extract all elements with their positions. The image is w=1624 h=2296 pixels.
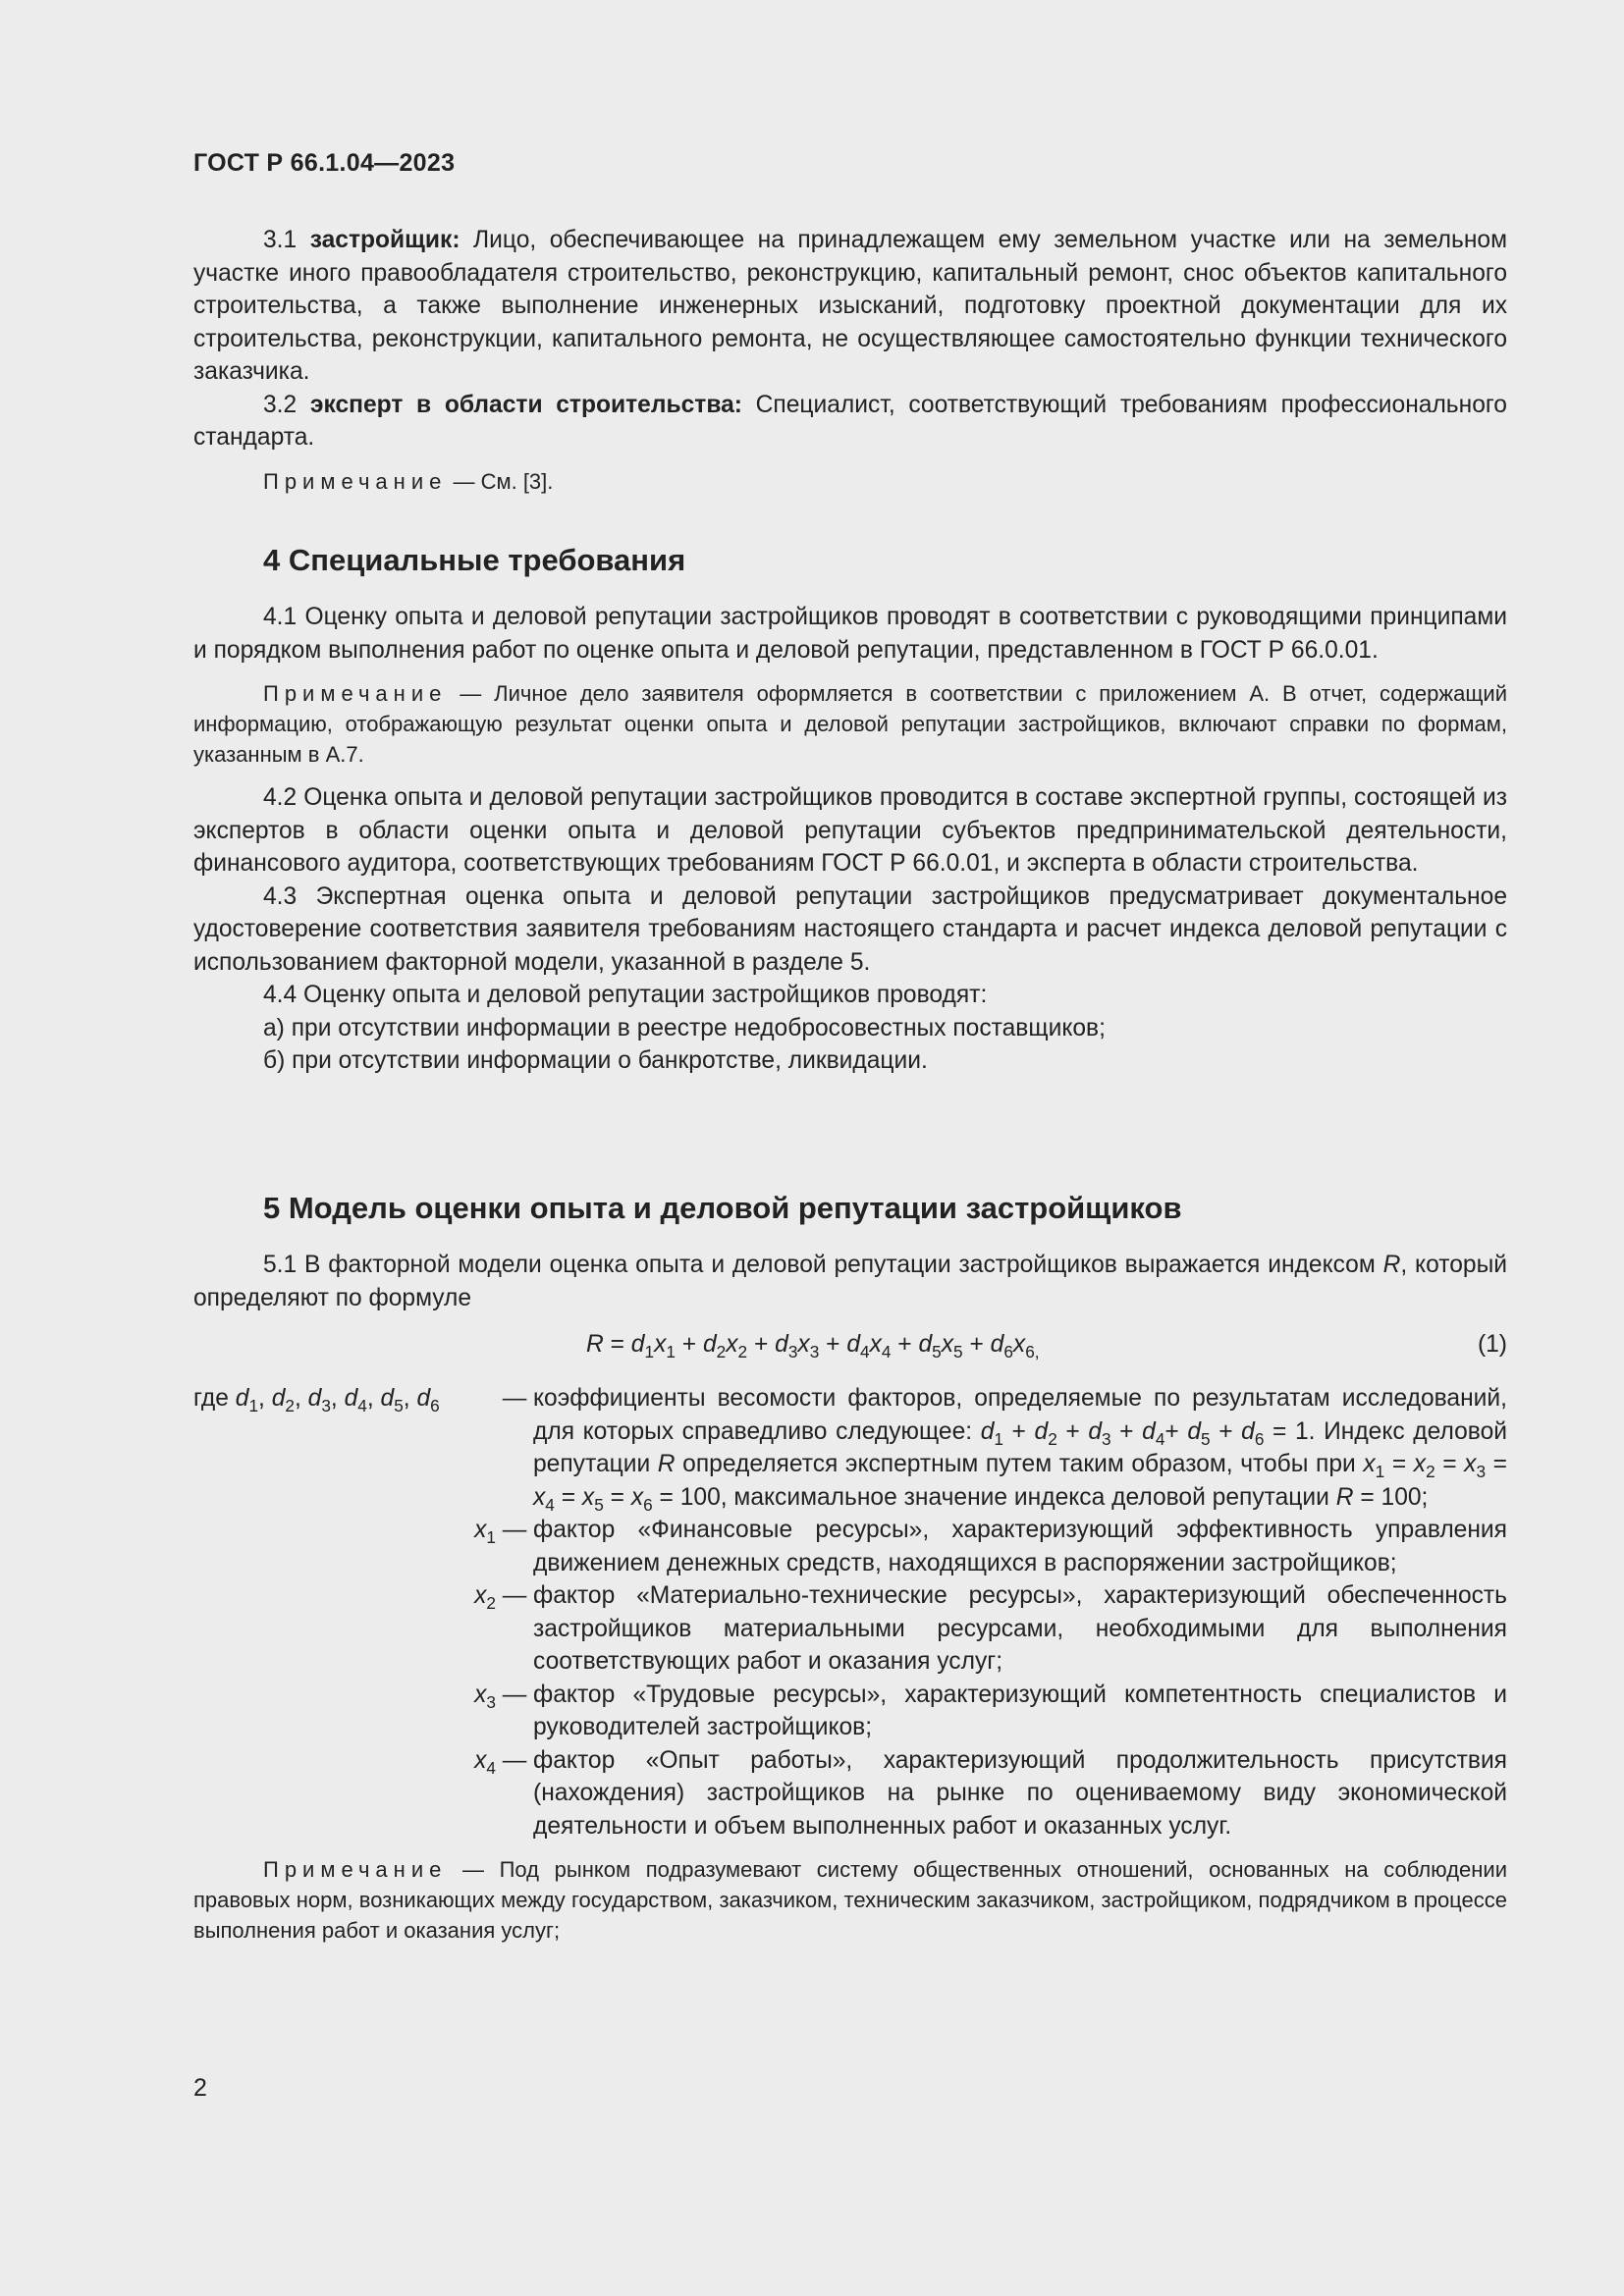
section-5-intro [193, 1249, 1507, 1314]
term-x3: $x_3$ [474, 1681, 496, 1712]
paragraph-5-1: 5.1 В факторной модели оценка опыта и деловой репутации застройщиков выражается индексом R, который определяют по формуле [193, 1252, 1507, 1311]
formula-number: (1) [1477, 1331, 1507, 1358]
definition-x2: $x_2$ — фактор «Материально-технические ресурсы», характеризующий обеспеченность застройщиков материальными ресурсами, необходимыми для выполнения соответствующих работ и оказания услуг; [193, 1579, 1507, 1679]
definition-3-2: 3.2 эксперт в области строительства: Специалист, соответствующий требованиям профессионального стандарта. [193, 391, 1507, 451]
paragraph-4-4: 4.4 Оценку опыта и деловой репутации застройщиков проводят: [263, 982, 988, 1008]
term-x4: $x_4$ [474, 1746, 496, 1778]
section-5-heading: 5 Модель оценки опыта и деловой репутации застройщиков [263, 1191, 1182, 1225]
list-item-a: а) при отсутствии информации в реестре недобросовестных поставщиков; [263, 1014, 1106, 1041]
definition-d: где $d_1$, $d_2$, $d_3$, $d_4$, $d_5$, $d_6$ — коэффициенты весомости факторов, определяемые по результатам исследований, для которых справедливо следующее: $d_1 + d_2 + d_3 + d_4+ d_5 + d_6 = 1$. Индекс деловой репутации R определяется экспертным путем таким образом, чтобы при $x_1 = x_2 = x_3 = x_4 = x_5 = x_6 = 100$, максимальное значение индекса деловой репутации R = 100; [193, 1382, 1507, 1514]
term-x2: $x_2$ [474, 1582, 496, 1614]
formula-expression: $R = d_1x_1 + d_2x_2 + d_3x_3 + d_4x_4 + d_5x_5 + d_6x_{6,}$ [586, 1331, 1040, 1362]
variable-definitions [193, 1382, 1507, 1946]
note-4: Примечание — Личное дело заявителя оформляется в соответствии с приложением А. В отчет, содержащий информацию, отображающую результат оценки опыта и деловой репутации застройщиков, включают справки по формам, указанным в А.7. [193, 681, 1507, 767]
term-d: где $d_1$, $d_2$, $d_3$, $d_4$, $d_5$, $d_6$ [193, 1385, 440, 1416]
paragraph-4-1: 4.1 Оценку опыта и деловой репутации застройщиков проводят в соответствии с руководящими принципами и порядком выполнения работ по оценке опыта и деловой репутации, представленном в ГОСТ Р 66.0.01. [193, 604, 1507, 664]
term-x1: $x_1$ [474, 1517, 496, 1548]
note-3: Примечание — См. [3]. [263, 468, 554, 494]
paragraph-4-2: 4.2 Оценка опыта и деловой репутации застройщиков проводится в составе экспертной группы, состоящей из экспертов в области оценки опыта и деловой репутации субъектов предпринимательской деятельности, финансового аудитора, соответствующих требованиям ГОСТ Р 66.0.01, и эксперта в области строительства. [193, 784, 1507, 877]
section-3-block [193, 224, 1507, 497]
definition-x3: $x_3$ — фактор «Трудовые ресурсы», характеризующий компетентность специалистов и руководителей застройщиков; [193, 1679, 1507, 1744]
document-header: ГОСТ Р 66.1.04—2023 [193, 149, 456, 177]
section-4-block [193, 601, 1507, 1078]
list-item-b: б) при отсутствии информации о банкротстве, ликвидации. [263, 1047, 928, 1074]
page-number: 2 [193, 2074, 207, 2102]
definition-x1: $x_1$ — фактор «Финансовые ресурсы», характеризующий эффективность управления движением денежных средств, находящихся в распоряжении застройщиков; [193, 1514, 1507, 1579]
paragraph-4-3: 4.3 Экспертная оценка опыта и деловой репутации застройщиков предусматривает документальное удостоверение соответствия заявителя требованиям настоящего стандарта и расчет индекса деловой репутации с использованием факторной модели, указанной в разделе 5. [193, 882, 1507, 976]
definition-x4: $x_4$ — фактор «Опыт работы», характеризующий продолжительность присутствия (нахождения) застройщиков на рынке по оцениваемому виду экономической деятельности и объем выполненных работ и оказанных услуг. [193, 1744, 1507, 1843]
note-5: Примечание — Под рынком подразумевают систему общественных отношений, основанных на соблюдении правовых норм, возникающих между государством, заказчиком, техническим заказчиком, застройщиком, подрядчиком в процессе выполнения работ и оказания услуг; [193, 1857, 1507, 1943]
desc-d: коэффициенты весомости факторов, определяемые по результатам исследований, для которых справедливо следующее: $d_1 + d_2 + d_3 + d_4+ d_5 + d_6 = 1$. Индекс деловой репутации R определяется экспертным путем таким образом, чтобы при $x_1 = x_2 = x_3 = x_4 = x_5 = x_6 = 100$, максимальное значение индекса деловой репутации R = 100; [533, 1385, 1508, 1515]
definition-3-1: 3.1 застройщик: Лицо, обеспечивающее на принадлежащем ему земельном участке или на земельном участке иного правообладателя строительство, реконструкцию, капитальный ремонт, снос объектов капитального строительства, а также выполнение инженерных изысканий, подготовку проектной документации для их строительства, реконструкции, капитального ремонта, не осуществляющее самостоятельно функции технического заказчика. [193, 227, 1507, 385]
section-4-heading: 4 Специальные требования [263, 543, 686, 577]
